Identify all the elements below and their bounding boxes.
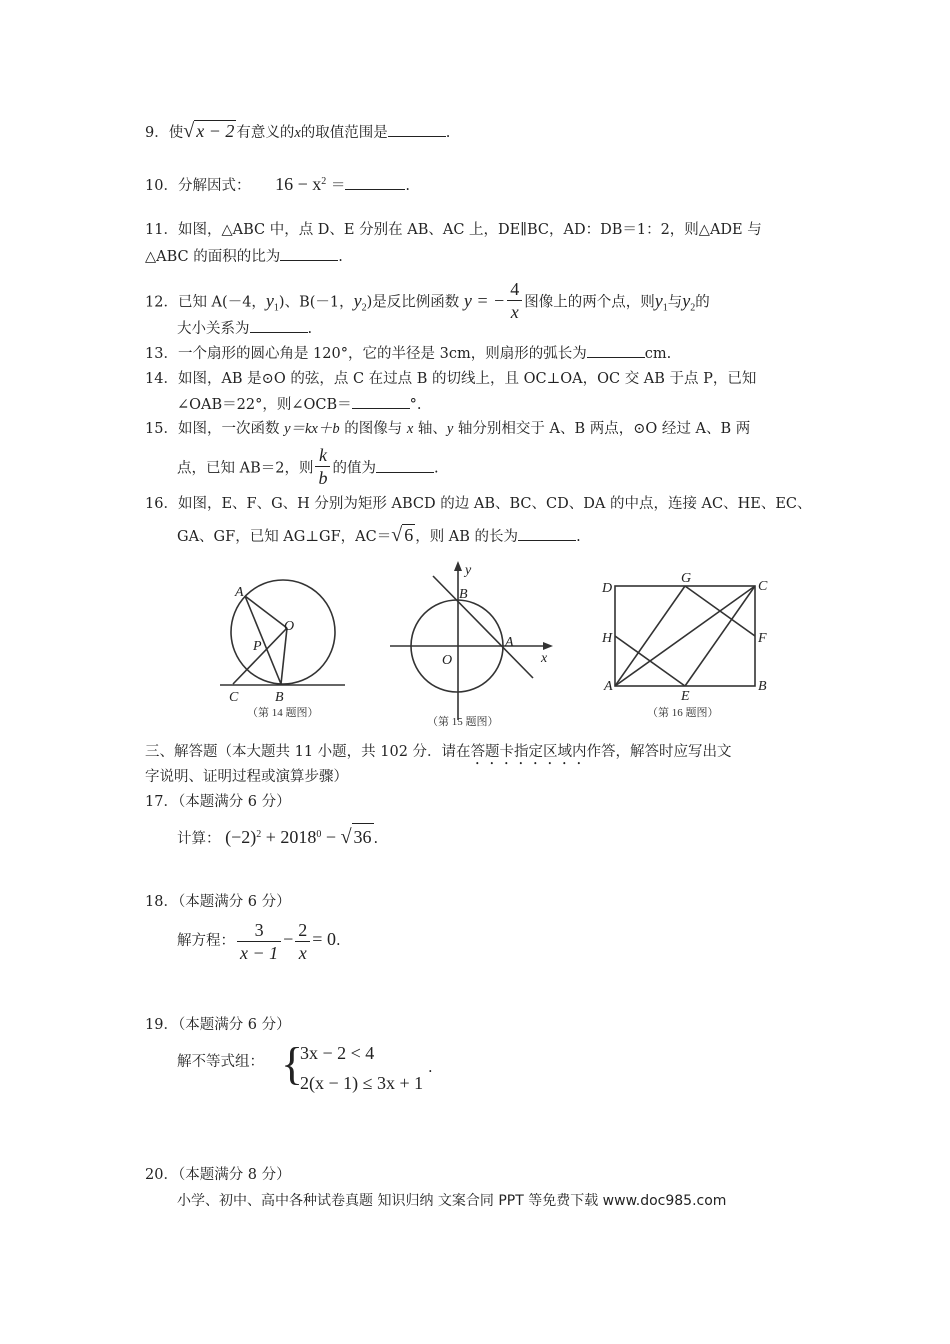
fig15-caption: （第 15 题图） [427, 716, 499, 728]
question-10: 10．分解因式： $16 - x^2$ ＝ . [145, 173, 410, 194]
fig16-label-f: F [758, 631, 767, 646]
q9-radicand: x − 2 [196, 121, 235, 141]
q18-fraction-1: $\frac{3}{x - 1}$ [237, 919, 281, 964]
q19-inequality-1: 3x − 2 < 4 [300, 1043, 375, 1063]
figure-15 [390, 566, 548, 720]
fig14-line-oc [233, 628, 287, 684]
fig15-label-y: y [465, 563, 472, 578]
figure-16 [615, 586, 755, 686]
fig16-label-g: G [681, 571, 692, 586]
answer-blank [388, 122, 446, 137]
question-14-line1: 14．如图，AB 是⊙O 的弦，点 C 在过点 B 的切线上，且 OC⊥OA，OC 交 AB 于点 P，已知 [145, 371, 757, 387]
fig16-label-d: D [602, 581, 613, 596]
fig15-label-o: O [442, 653, 453, 668]
answer-blank [352, 394, 410, 409]
question-9: 9．使√ x − 2 有意义的x的取值范围是 . [145, 120, 451, 142]
fig16-label-c: C [758, 579, 768, 594]
fig15-x-arrow [543, 642, 553, 650]
section-3-line2: 字说明、证明过程或演算步骤） [145, 769, 348, 785]
q12-fraction: $\frac{4}{x}$ [507, 278, 522, 323]
fig16-line-ga [615, 586, 685, 686]
q15-fraction: $\frac{k}{b}$ [315, 444, 330, 489]
question-12-line1: 12．已知 A(－4，$y_1$)、B(－1，$y_2$)是反比例函数 y = − $\frac{4}{x}$ 图像上的两个点，则$y_1$与$y_2$的 [145, 279, 710, 322]
fig15-label-b: B [459, 587, 468, 602]
q19-inequality-2: 2(x − 1) ≤ 3x + 1 [300, 1073, 424, 1093]
q17-radicand: 36 [352, 823, 374, 850]
question-11-line2: △ABC 的面积的比为 . [145, 246, 343, 267]
q19-end: . [428, 1060, 433, 1076]
footer-watermark: 小学、初中、高中各种试卷真题 知识归纳 文案合同 PPT 等免费下载 www.doc985.com [177, 1193, 727, 1209]
q19-brace: { [281, 1038, 304, 1089]
fig14-label-b: B [275, 690, 284, 705]
fig16-label-e: E [681, 689, 690, 704]
question-16-line1: 16．如图，E、F、G、H 分别为矩形 ABCD 的边 AB、BC、CD、DA 的中点，连接 AC、HE、EC、 [145, 496, 812, 512]
fig14-label-p: P [253, 639, 262, 654]
answer-blank [518, 526, 576, 541]
fig16-line-ec [685, 586, 755, 686]
fig16-label-h: H [602, 631, 613, 646]
fig16-label-a: A [604, 679, 613, 694]
answer-blank [345, 175, 405, 190]
question-16-line2: GA、GF，已知 AG⊥GF，AC＝√ 6 ，则 AB 的长为 . [177, 524, 581, 546]
question-20-head: 20．（本题满分 8 分） [145, 1167, 291, 1183]
fig16-label-b: B [758, 679, 767, 694]
answer-blank [587, 343, 645, 358]
q18-fraction-2: $\frac{2}{x}$ [295, 919, 310, 964]
fig16-caption: （第 16 题图） [647, 707, 719, 719]
fig14-caption: （第 14 题图） [247, 707, 319, 719]
question-13: 13．一个扇形的圆心角是 120°，它的半径是 3cm，则扇形的弧长为 cm. [145, 343, 671, 364]
fig15-label-x: x [541, 651, 548, 666]
fig15-y-arrow [454, 561, 462, 571]
fig16-line-ac [615, 586, 755, 686]
question-15-line2: 点，已知 AB＝2，则 $\frac{k}{b}$ 的值为 . [177, 445, 439, 488]
question-18-head: 18．（本题满分 6 分） [145, 894, 291, 910]
answer-blank [280, 246, 338, 261]
fig14-radius-ob [281, 628, 287, 684]
question-15-line1: 15．如图，一次函数 y＝kx＋b 的图像与 x 轴、y 轴分别相交于 A、B 两点，⊙O 经过 A、B 两 [145, 421, 751, 437]
question-17-body: 计算： $(-2)^2 + 2018^0$ − √ 36 . [177, 822, 378, 852]
section-3-line1: 三、解答题（本大题共 11 小题，共 102 分．请在答题卡指定区域内作答，解答时应写出文 [145, 744, 732, 760]
figures [215, 560, 795, 730]
q16-radicand: 6 [404, 525, 414, 545]
answer-blank [250, 318, 308, 333]
fig15-label-a: A [505, 635, 514, 650]
question-18-body: 解方程： $\frac{3}{x - 1}$ − $\frac{2}{x}$ = 0. [177, 919, 341, 963]
question-19-head: 19．（本题满分 6 分） [145, 1017, 291, 1033]
answer-blank [376, 458, 434, 473]
question-11-line1: 11．如图，△ABC 中，点 D、E 分别在 AB、AC 上，DE∥BC，AD：DB＝1：2，则△ADE 与 [145, 222, 762, 238]
question-19-label: 解不等式组： [177, 1054, 264, 1070]
fig14-label-o: O [284, 619, 295, 634]
fig14-label-c: C [229, 690, 239, 705]
question-14-line2: ∠OAB＝22°，则∠OCB＝ °. [177, 394, 422, 415]
fig14-label-a: A [235, 585, 244, 600]
question-17-head: 17．（本题满分 6 分） [145, 794, 291, 810]
question-12-line2: 大小关系为 . [177, 318, 312, 339]
